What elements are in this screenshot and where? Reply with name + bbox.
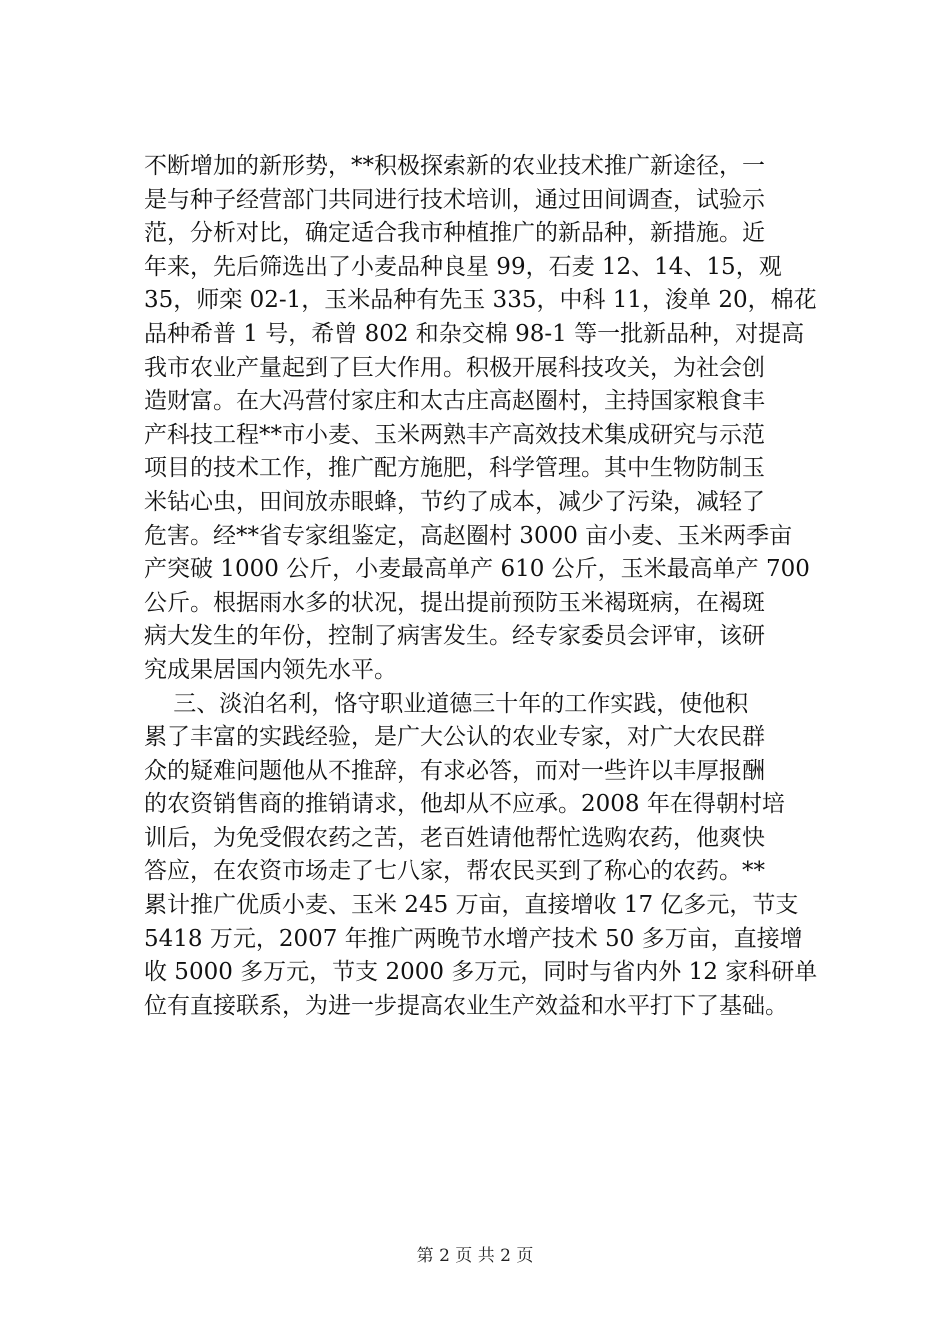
text-line: 收 5000 多万元，节支 2000 多万元，同时与省内外 12 家科研单 — [144, 959, 818, 986]
text-line: 是与种子经营部门共同进行技术培训，通过田间调查，试验示 — [144, 186, 765, 213]
text-line: 品种希普 1 号，希曾 802 和杂交棉 98-1 等一批新品种，对提高 — [144, 320, 805, 347]
text-line: 究成果居国内领先水平。 — [144, 656, 397, 683]
text-line: 累了丰富的实践经验，是广大公认的农业专家，对广大农民群 — [144, 724, 765, 751]
text-line: 三、淡泊名利，恪守职业道德三十年的工作实践，使他积 — [144, 690, 749, 717]
text-line: 我市农业产量起到了巨大作用。积极开展科技攻关，为社会创 — [144, 354, 765, 381]
text-line: 病大发生的年份，控制了病害发生。经专家委员会评审，该研 — [144, 623, 765, 650]
text-line: 公斤。根据雨水多的状况，提出提前预防玉米褐斑病，在褐斑 — [144, 589, 765, 616]
text-line: 累计推广优质小麦、玉米 245 万亩，直接增收 17 亿多元，节支 — [144, 892, 799, 919]
text-line: 5418 万元，2007 年推广两晚节水增产技术 50 多万亩，直接增 — [144, 925, 803, 952]
text-line: 年来，先后筛选出了小麦品种良星 99，石麦 12、14、15，观 — [144, 253, 782, 280]
document-body — [144, 150, 824, 1023]
text-line: 造财富。在大冯营付家庄和太古庄高赵圈村，主持国家粮食丰 — [144, 388, 765, 415]
text-line: 训后，为免受假农药之苦，老百姓请他帮忙选购农药，他爽快 — [144, 824, 765, 851]
text-line: 位有直接联系，为进一步提高农业生产效益和水平打下了基础。 — [144, 992, 788, 1019]
text-line: 35，师栾 02-1，玉米品种有先玉 335，中科 11，浚单 20，棉花 — [144, 287, 817, 314]
text-line: 项目的技术工作，推广配方施肥，科学管理。其中生物防制玉 — [144, 455, 765, 482]
text-line: 答应，在农资市场走了七八家，帮农民买到了称心的农药。** — [144, 858, 765, 885]
text-line: 的农资销售商的推销请求，他却从不应承。2008 年在得朝村培 — [144, 791, 785, 818]
text-line: 产突破 1000 公斤，小麦最高单产 610 公斤，玉米最高单产 700 — [144, 556, 810, 583]
text-line: 危害。经**省专家组鉴定，高赵圈村 3000 亩小麦、玉米两季亩 — [144, 522, 793, 549]
text-line: 米钻心虫，田间放赤眼蜂，节约了成本，减少了污染，减轻了 — [144, 488, 765, 515]
page-number-footer: 第 2 页 共 2 页 — [416, 1246, 534, 1266]
text-line: 不断增加的新形势，**积极探索新的农业技术推广新途径，一 — [144, 153, 765, 179]
text-line: 范，分析对比，确定适合我市种植推广的新品种，新措施。近 — [144, 220, 765, 247]
text-line: 众的疑难问题他从不推辞，有求必答，而对一些许以丰厚报酬 — [144, 757, 765, 784]
text-line: 产科技工程**市小麦、玉米两熟丰产高效技术集成研究与示范 — [144, 421, 765, 448]
